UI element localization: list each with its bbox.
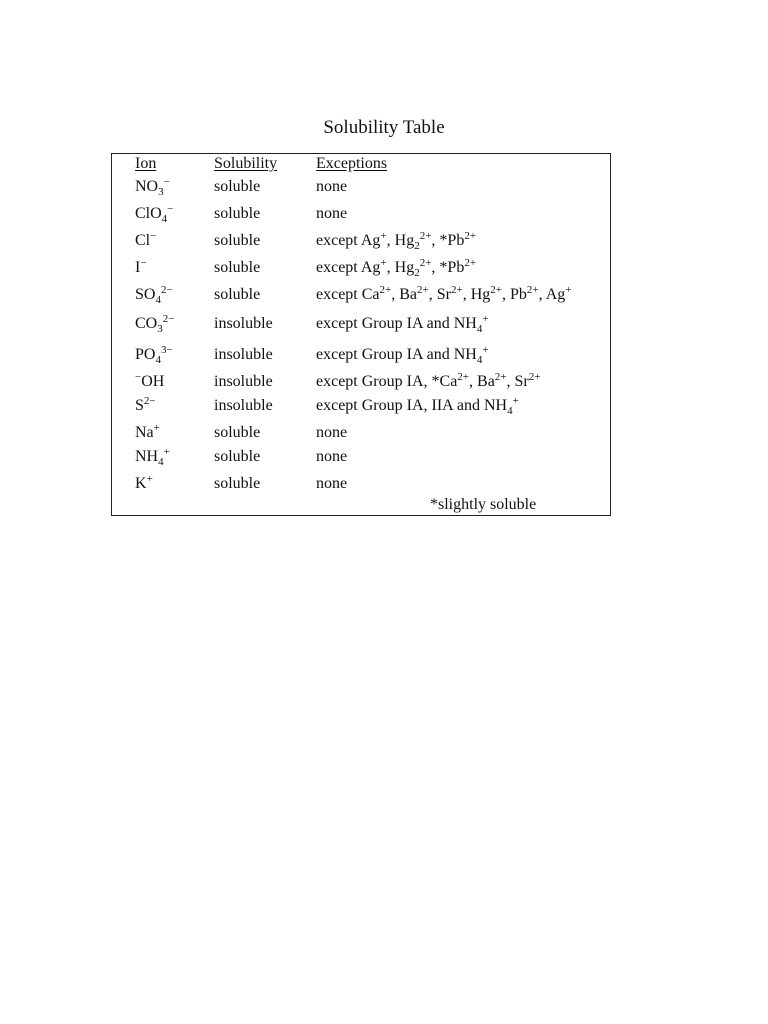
solubility-cell: insoluble <box>214 315 273 332</box>
page-title: Solubility Table <box>323 117 445 138</box>
table-row <box>0 178 768 202</box>
ion-cell: $PO_4^{3-}$ <box>135 344 173 366</box>
ion-cell: −OH <box>135 371 165 390</box>
exceptions-cell: except $Ca^{2+}$, $Ba^{2+}$, $Sr^{2+}$, $Hg^{2+}$, $Pb^{2+}$, Ag+ <box>316 284 572 303</box>
footnote: *slightly soluble <box>430 496 537 513</box>
solubility-cell: insoluble <box>214 397 273 414</box>
ion-cell: Na+ <box>135 422 160 441</box>
table-row <box>0 373 768 397</box>
exceptions-cell: except Group IA, IIA and $NH_4^+$ <box>316 395 519 417</box>
table-row <box>0 286 768 310</box>
table-row <box>0 475 768 499</box>
table-row <box>0 448 768 472</box>
exceptions-cell: except Group IA, $*Ca^{2+}$, $Ba^{2+}$, $Sr^{2+}$ <box>316 371 541 390</box>
exceptions-cell: except Group IA and $NH_4^+$ <box>316 313 489 335</box>
solubility-cell: soluble <box>214 259 261 276</box>
solubility-cell: soluble <box>214 178 261 195</box>
table-row <box>0 397 768 421</box>
solubility-cell: insoluble <box>214 373 273 390</box>
exceptions-cell: none <box>316 475 348 492</box>
solubility-cell: soluble <box>214 205 261 222</box>
ion-cell: $NO_3^-$ <box>135 176 170 198</box>
header-ion: Ion <box>135 155 157 172</box>
ion-cell: $S^{2-}$ <box>135 395 156 414</box>
solubility-cell: soluble <box>214 448 261 465</box>
exceptions-cell: except Ag+, $Hg_2^{2+}$, $*Pb^{2+}$ <box>316 230 477 252</box>
exceptions-cell: none <box>316 178 348 195</box>
ion-cell: Cl− <box>135 230 157 249</box>
ion-cell: $SO_4^{2-}$ <box>135 284 173 306</box>
exceptions-cell: none <box>316 448 348 465</box>
exceptions-cell: except Ag+, $Hg_2^{2+}$, $*Pb^{2+}$ <box>316 257 477 279</box>
table-row <box>0 259 768 283</box>
ion-cell: K+ <box>135 473 153 492</box>
solubility-cell: soluble <box>214 232 261 249</box>
table-row <box>0 315 768 339</box>
exceptions-cell: except Group IA and $NH_4^+$ <box>316 344 489 366</box>
solubility-cell: soluble <box>214 475 261 492</box>
table-row <box>0 232 768 256</box>
solubility-cell: soluble <box>214 424 261 441</box>
ion-cell: $CO_3^{2-}$ <box>135 313 175 335</box>
ion-cell: $NH_4^+$ <box>135 446 170 468</box>
ion-cell: ClO$_4$− <box>135 203 174 225</box>
exceptions-cell: none <box>316 424 348 441</box>
header-solubility: Solubility <box>214 155 278 172</box>
table-row <box>0 205 768 229</box>
exceptions-cell: none <box>316 205 348 222</box>
ion-cell: I− <box>135 257 147 276</box>
header-exceptions: Exceptions <box>316 155 388 172</box>
solubility-cell: soluble <box>214 286 261 303</box>
table-row <box>0 424 768 448</box>
table-row <box>0 346 768 370</box>
solubility-cell: insoluble <box>214 346 273 363</box>
